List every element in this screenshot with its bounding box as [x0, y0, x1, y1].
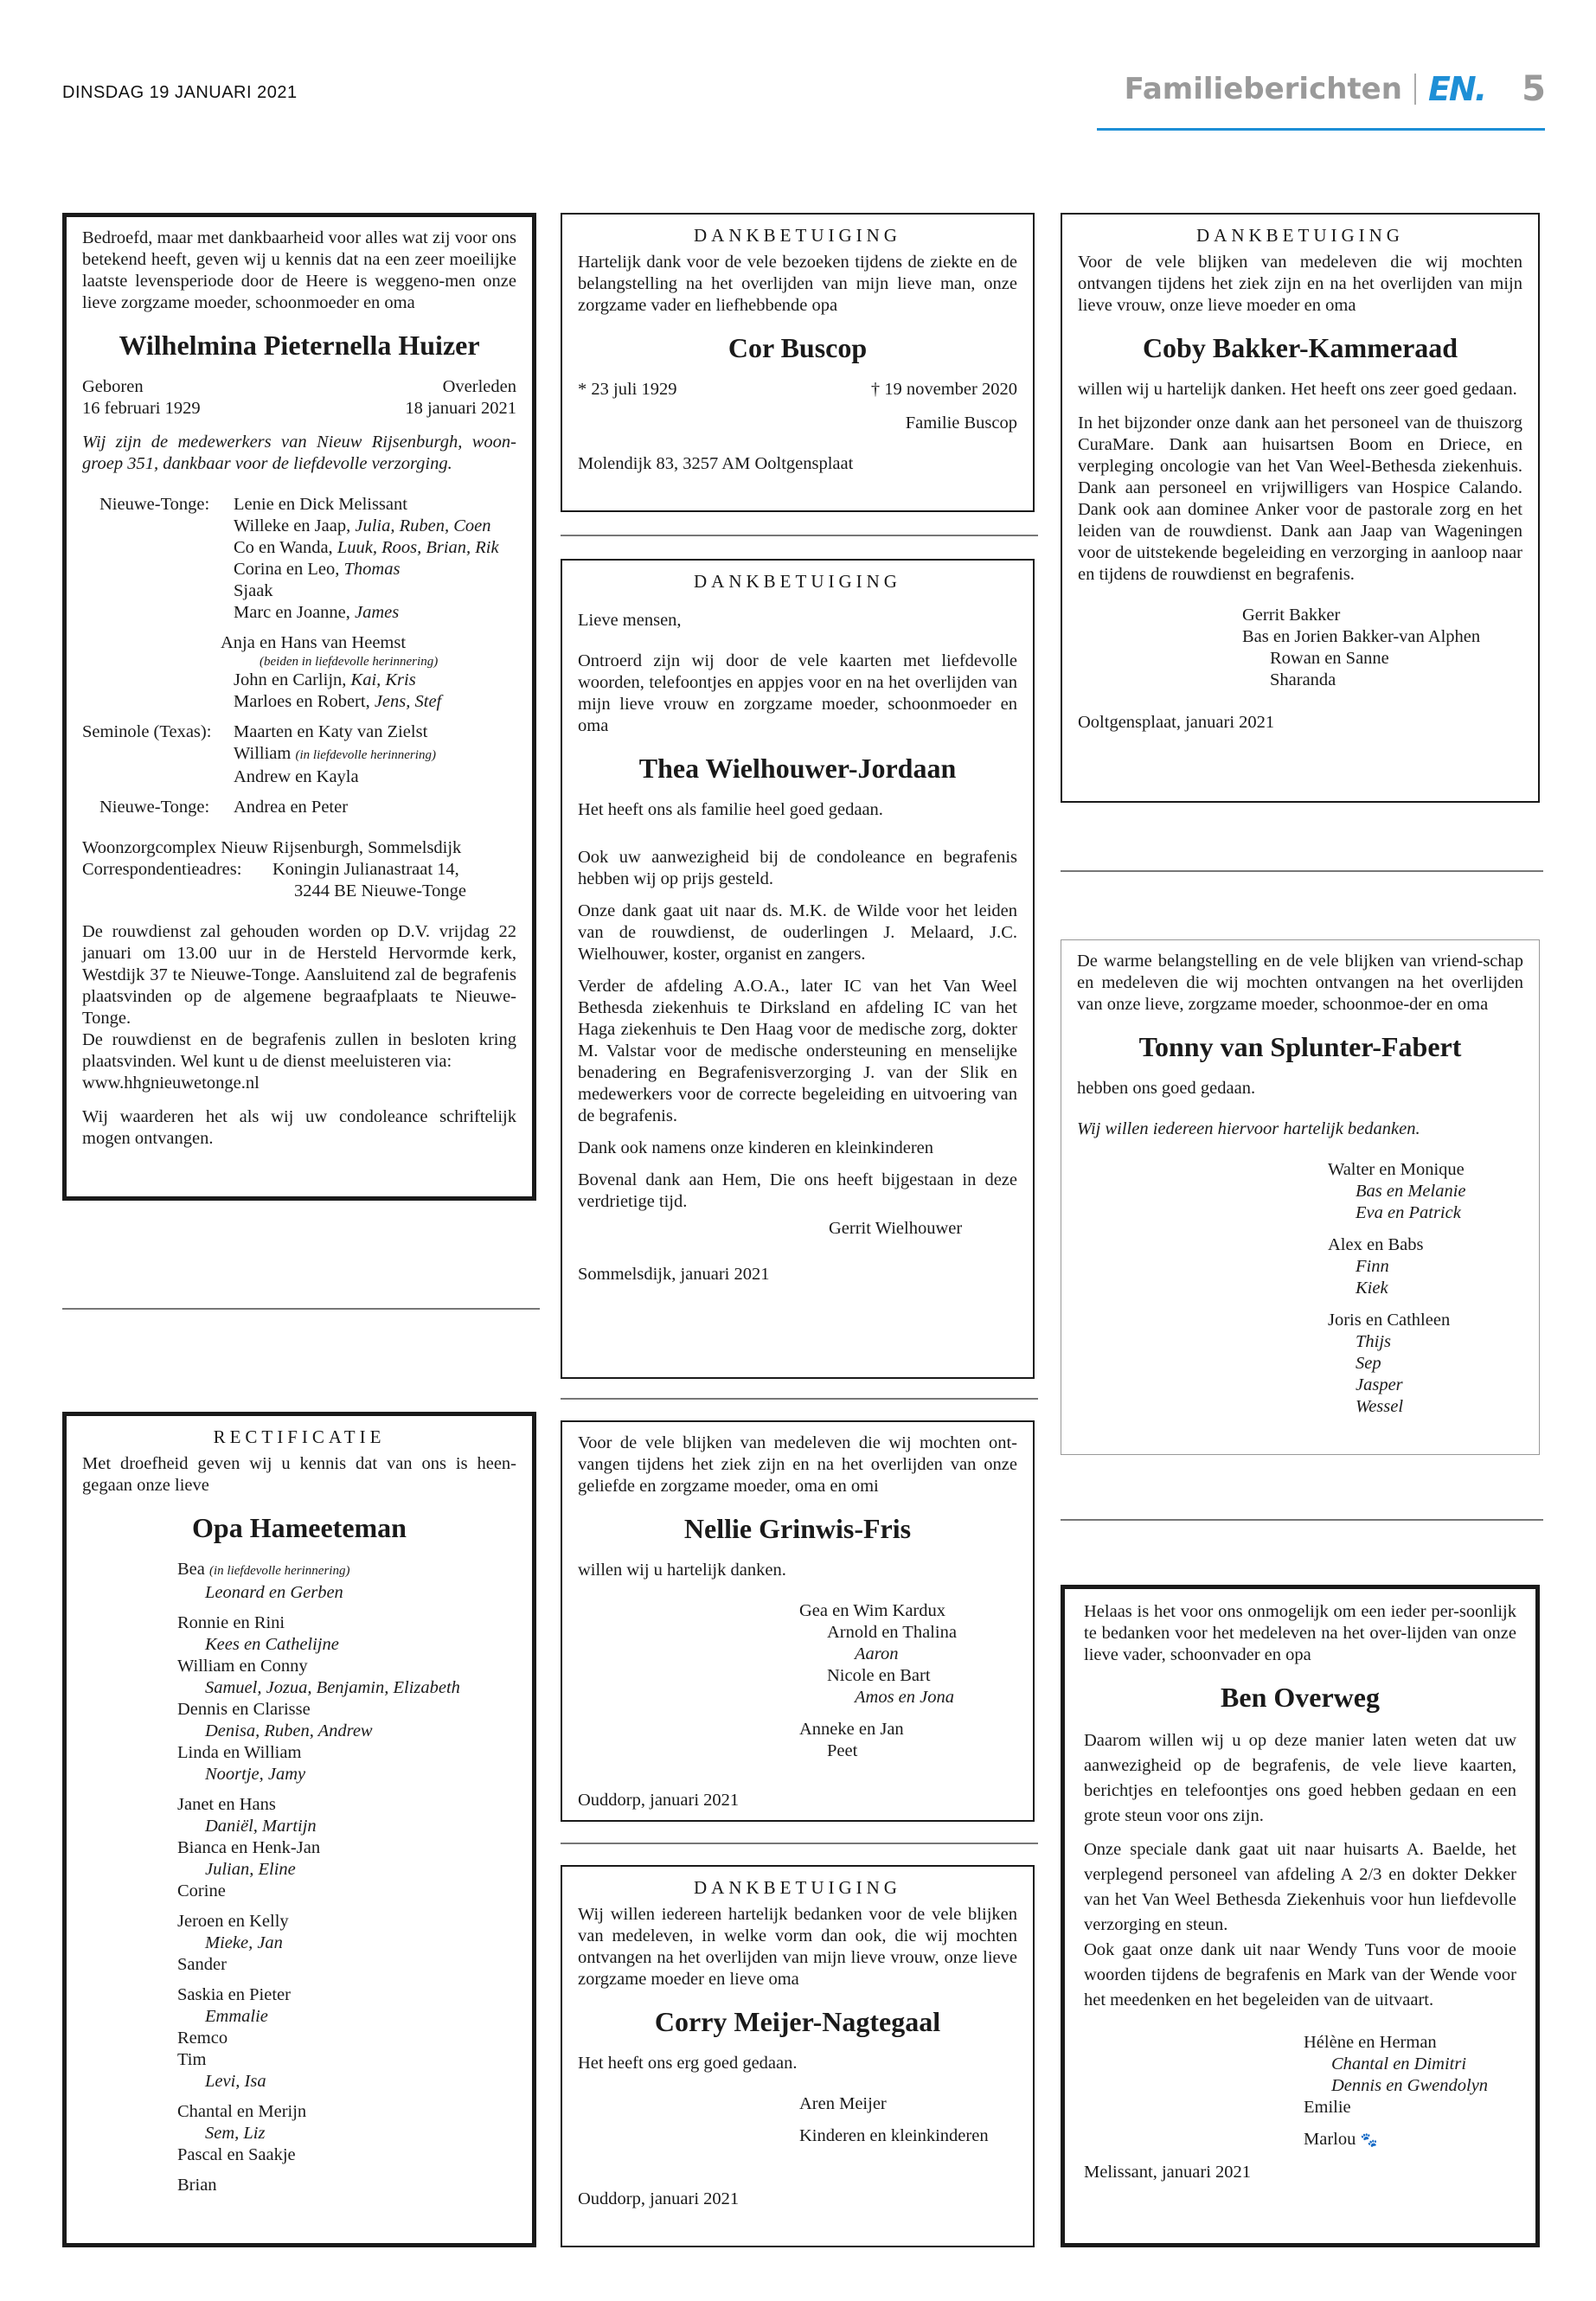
family-line: Corine: [177, 1881, 226, 1900]
wielhouwer-p1: Het heeft ons als familie heel goed gedaan.: [578, 800, 883, 819]
signature-line: Sharanda: [1270, 670, 1336, 689]
overweg-family: [1084, 2032, 1516, 2151]
header-rule: [1097, 128, 1545, 131]
overweg-p3: Ook gaat onze dank uit naar Wendy Tuns voor de mooie woorden tijdens de begrafenis en Mark van der Wende voor het meedenken en het begeleiden van de uitvaart.: [1084, 1940, 1516, 2009]
signature-line: Kinderen en kleinkinderen: [799, 2126, 989, 2145]
family-line: Mieke, Jan: [205, 1933, 283, 1952]
family-line: Corina en Leo, Thomas: [234, 560, 401, 579]
family-line: Julian, Eline: [205, 1860, 296, 1879]
huizer-closing: Wij waarderen het als wij uw condoleance schriftelijk mogen ontvangen.: [82, 1107, 516, 1148]
splunter-p1: hebben ons goed gedaan.: [1077, 1079, 1256, 1098]
family-row: Seminole (Texas): Maarten en Katy van Zielst: [82, 722, 428, 741]
notice-splunter: [1061, 939, 1540, 1455]
buscop-heading: DANKBETUIGING: [694, 225, 901, 246]
huizer-website: www.hhgnieuwetonge.nl: [82, 1074, 260, 1093]
huizer-service: De rouwdienst zal gehouden worden op D.V. vrijdag 22 januari om 13.00 uur in de Hersteld Hervormde kerk, Westdijk 37 te Nieuwe-Tonge. Aansluitend zal de begrafenis plaatsvinden op de algemene begraafplaats te Nieuwe-Tonge.: [82, 922, 516, 1028]
family-line: Saskia en Pieter: [177, 1985, 291, 2004]
family-line: Amos en Jona: [855, 1688, 955, 1707]
buscop-born: * 23 juli 1929: [578, 380, 677, 399]
family-line: William (in liefdevolle herinnering): [234, 744, 436, 763]
notice-huizer: [62, 213, 536, 1201]
family-line: Samuel, Jozua, Benjamin, Elizabeth: [205, 1678, 460, 1697]
family-line: Jeroen en Kelly: [177, 1912, 289, 1931]
rectificatie-intro: Met droefheid geven wij u kennis dat van ons is heen-gegaan onze lieve: [82, 1454, 516, 1495]
family-line: Noortje, Jamy: [205, 1765, 306, 1784]
address-line: 3244 BE Nieuwe-Tonge: [294, 881, 466, 901]
huizer-intro: Bedroefd, maar met dankbaarheid voor alles wat zij voor ons betekend heeft, geven wij u kennis dat na een zeer moeilijke laatste levensperiode door de Heere is weggeno-men onze lieve zorgzame moeder, schoonmoeder en oma: [82, 228, 516, 312]
huizer-born-label: Geboren: [82, 377, 144, 396]
family-note: (beiden in liefdevolle herinnering): [260, 655, 439, 669]
family-line: Arnold en Thalina: [827, 1623, 957, 1642]
family-line: Sem, Liz: [205, 2124, 266, 2143]
address-label: Correspondentieadres:: [82, 860, 242, 879]
buscop-address: Molendijk 83, 3257 AM Ooltgensplaat: [578, 454, 854, 473]
family-line: Co en Wanda, Luuk, Roos, Brian, Rik: [234, 538, 499, 557]
column-rule: [62, 1308, 540, 1310]
wielhouwer-p4: Verder de afdeling A.O.A., later IC van het Van Weel Bethesda ziekenhuis te Dirksland en afdeling IC van het Haga ziekenhuis te Den Haag voor de medische zorg, dokter M. Valstar voor de medische ondersteuning en menselijke benadering en Begrafenisverzorging J. van der Slik en medewerkers voor de correcte begeleiding en uitvoering van de begrafenis.: [578, 977, 1017, 1125]
wielhouwer-sign: Gerrit Wielhouwer: [829, 1219, 963, 1238]
grinwis-family: [578, 1600, 1017, 1762]
header-date: DINSDAG 19 JANUARI 2021: [62, 83, 298, 102]
notice-bakker: [1061, 213, 1540, 803]
overweg-place: Melissant, januari 2021: [1084, 2163, 1252, 2182]
family-line: Dennis en Clarisse: [177, 1700, 311, 1719]
rectificatie-family: [82, 1559, 516, 2196]
bakker-heading: DANKBETUIGING: [1196, 225, 1404, 246]
notice-grinwis: [561, 1420, 1035, 1822]
splunter-family: [1077, 1159, 1523, 1418]
grinwis-intro: Voor de vele blijken van medeleven die wij mochten ont-vangen tijdens het ziek zijn en na het overlijden van onze geliefde en zorgzame moeder, oma en omi: [578, 1433, 1017, 1496]
family-line: Eva en Patrick: [1356, 1203, 1461, 1222]
family-line: Emilie: [1304, 2098, 1351, 2117]
meijer-heading: DANKBETUIGING: [694, 1877, 901, 1898]
overweg-p2: Onze speciale dank gaat uit naar huisarts A. Baelde, het verplegend personeel van afdeling A 2/3 en dokter Dekker van het Van Weel Bethesda Ziekenhuis voor hun liefdevolle verzorging en steun.: [1084, 1840, 1516, 1934]
family-line: Thijs: [1356, 1332, 1392, 1351]
wielhouwer-p6: Bovenal dank aan Hem, Die ons heeft bijgestaan in deze verdrietige tijd.: [578, 1170, 1017, 1211]
family-line: Willeke en Jaap, Julia, Ruben, Coen: [234, 516, 491, 535]
wielhouwer-p5: Dank ook namens onze kinderen en kleinkinderen: [578, 1138, 934, 1157]
huizer-died-label: Overleden: [442, 377, 516, 396]
meijer-p1: Het heeft ons erg goed gedaan.: [578, 2054, 798, 2073]
splunter-p2: Wij willen iedereen hiervoor hartelijk bedanken.: [1077, 1119, 1420, 1138]
family-line: Emmalie: [205, 2007, 268, 2026]
buscop-name: Cor Buscop: [727, 332, 868, 363]
wielhouwer-salute: Lieve mensen,: [578, 611, 682, 630]
column-rule: [561, 535, 1038, 536]
signature-line: Rowan en Sanne: [1270, 649, 1389, 668]
family-line: William en Conny: [177, 1657, 308, 1676]
bakker-name: Coby Bakker-Kammeraad: [1142, 332, 1458, 363]
family-place: Nieuwe-Tonge:: [99, 495, 210, 514]
grinwis-name: Nellie Grinwis-Fris: [683, 1513, 912, 1544]
page-number: 5: [1522, 69, 1546, 109]
family-line: Walter en Monique: [1328, 1160, 1465, 1179]
family-line: Sjaak: [234, 581, 273, 600]
bakker-p1: willen wij u hartelijk danken. Het heeft ons zeer goed gedaan.: [1078, 380, 1517, 399]
family-line: Anja en Hans van Heemst: [221, 633, 407, 652]
splunter-name: Tonny van Splunter-Fabert: [1138, 1031, 1462, 1062]
rectificatie-heading: RECTIFICATIE: [213, 1426, 386, 1447]
family-line: Andrew en Kayla: [234, 767, 359, 786]
meijer-place: Ouddorp, januari 2021: [578, 2189, 740, 2208]
family-line: Sep: [1356, 1354, 1381, 1373]
family-line: Janet en Hans: [177, 1795, 276, 1814]
family-line: Brian: [177, 2176, 217, 2195]
family-line: Kiek: [1356, 1279, 1388, 1298]
family-line: Marc en Joanne, James: [234, 603, 400, 622]
meijer-sign: [578, 2093, 1017, 2147]
meijer-name: Corry Meijer-Nagtegaal: [654, 2006, 941, 2037]
overweg-name: Ben Overweg: [1221, 1682, 1380, 1713]
overweg-intro: Helaas is het voor ons onmogelijk om een ieder per-soonlijk te bedanken voor het medeleven na het over-lijden van onze lieve vader, schoonvader en opa: [1084, 1602, 1516, 1664]
paw-icon: 🐾: [1360, 2133, 1378, 2148]
family-line: Tim: [177, 2050, 207, 2069]
wielhouwer-intro: Ontroerd zijn wij door de vele kaarten met liefdevolle woorden, telefoontjes en appjes voor en na het overlijden van mijn lieve vrouw en zorgzame moeder, schoonmoeder en oma: [578, 651, 1017, 735]
signature-line: Gerrit Bakker: [1242, 606, 1341, 625]
signature-line: Aren Meijer: [799, 2094, 887, 2113]
family-line: Joris en Cathleen: [1328, 1311, 1451, 1330]
wielhouwer-place: Sommelsdijk, januari 2021: [578, 1265, 770, 1284]
family-line: Marlou 🐾: [1304, 2130, 1378, 2149]
column-rule: [1061, 1519, 1543, 1521]
family-line: Alex en Babs: [1328, 1235, 1424, 1254]
huizer-thanks: Wij zijn de medewerkers van Nieuw Rijsenburgh, woon-groep 351, dankbaar voor de liefdevolle verzorging.: [82, 433, 516, 473]
wielhouwer-heading: DANKBETUIGING: [694, 571, 901, 592]
family-line: Levi, Isa: [205, 2072, 266, 2091]
notice-buscop: [561, 213, 1035, 512]
bakker-p2: In het bijzonder onze dank aan het personeel van de thuiszorg CuraMare. Dank aan huisartsen Boom en Driece, en verpleging oncologie van het Van Weel-Bethesda ziekenhuis. Dank aan personeel en vrijwilligers van Hospice Calando. Dank ook aan dominee Anker voor de pastorale zorg en het leiden van de rouwdienst. Dank aan Jaap van Wageningen voor de uitstekende begeleiding en verzorging in aanloop naar en tijdens de rouwdienst en begrafenis.: [1078, 413, 1522, 584]
bakker-place: Ooltgensplaat, januari 2021: [1078, 713, 1275, 732]
buscop-family: Familie Buscop: [905, 413, 1017, 433]
grinwis-place: Ouddorp, januari 2021: [578, 1791, 740, 1810]
huizer-address: Woonzorgcomplex Nieuw Rijsenburgh, Sommelsdijk: [82, 838, 462, 857]
splunter-intro: De warme belangstelling en de vele blijken van vriend-schap en medeleven die wij mochten ontvangen na het overlijden van onze lieve, zorgzame moeder, schoonmoe-der en oma: [1077, 952, 1523, 1014]
family-line: Kees en Cathelijne: [205, 1635, 339, 1654]
huizer-service-2: De rouwdienst en de begrafenis zullen in besloten kring plaatsvinden. Wel kunt u de dienst meeluisteren via:: [82, 1030, 516, 1071]
huizer-name: Wilhelmina Pieternella Huizer: [119, 330, 480, 361]
family-line: Nicole en Bart: [827, 1666, 931, 1685]
meijer-intro: Wij willen iedereen hartelijk bedanken voor de vele blijken van medeleven, in welke vorm dan ook, die wij mochten ontvangen na het overlijden van mijn lieve vrouw, onze lieve zorgzame moeder en lieve oma: [578, 1905, 1017, 1989]
overweg-p1: Daarom willen wij u op deze manier laten weten dat uw aanwezigheid op de begrafenis, de vele lieve kaarten, berichtjes en telefoontjes ons goed hebben gedaan en een grote steun voor ons zijn.: [1084, 1731, 1516, 1825]
family-line: Pascal en Saakje: [177, 2145, 296, 2164]
family-line: Gea en Wim Kardux: [799, 1601, 946, 1620]
notice-wielhouwer: [561, 559, 1035, 1379]
family-line: Chantal en Merijn: [177, 2102, 307, 2121]
header-masthead: [1125, 67, 1546, 111]
en-logo: EN.: [1427, 70, 1486, 108]
wielhouwer-name: Thea Wielhouwer-Jordaan: [638, 753, 957, 784]
family-line: Jasper: [1356, 1375, 1403, 1394]
wielhouwer-p3: Onze dank gaat uit naar ds. M.K. de Wilde voor het leiden van de rouwdienst, de ouderlingen J. Melaard, J.C. Wielhouwer, koster, organist en zangers.: [578, 901, 1017, 964]
family-line: Bea (in liefdevolle herinnering): [177, 1560, 350, 1579]
column-rule: [561, 1398, 1038, 1400]
family-line: Daniël, Martijn: [205, 1817, 317, 1836]
family-line: Sander: [177, 1955, 227, 1974]
rectificatie-name: Opa Hameeteman: [192, 1512, 407, 1543]
notice-meijer: [561, 1865, 1035, 2247]
buscop-intro: Hartelijk dank voor de vele bezoeken tijdens de ziekte en de belangstelling na het overlijden van mijn lieve man, onze zorgzame vader en liefhebbende opa: [578, 253, 1017, 315]
signature-line: Bas en Jorien Bakker-van Alphen: [1242, 627, 1481, 646]
grinwis-thanks: willen wij u hartelijk danken.: [578, 1561, 786, 1580]
family-line: Ronnie en Rini: [177, 1613, 285, 1632]
family-line: Dennis en Gwendolyn: [1331, 2076, 1489, 2095]
family-row: Nieuwe-Tonge: Andrea en Peter: [99, 798, 349, 817]
column-rule: [1061, 870, 1543, 872]
family-line: Linda en William: [177, 1743, 302, 1762]
family-line: Finn: [1356, 1257, 1389, 1276]
family-line: Denisa, Ruben, Andrew: [205, 1721, 373, 1740]
family-line: Bianca en Henk-Jan: [177, 1838, 321, 1857]
family-line: Leonard en Gerben: [205, 1583, 343, 1602]
notice-overweg: [1061, 1585, 1540, 2247]
huizer-born-date: 16 februari 1929: [82, 399, 201, 418]
family-line: Bas en Melanie: [1356, 1182, 1466, 1201]
wielhouwer-p2: Ook uw aanwezigheid bij de condoleance en begrafenis hebben wij op prijs gesteld.: [578, 848, 1017, 888]
bakker-intro: Voor de vele blijken van medeleven die wij mochten ontvangen tijdens het ziek zijn en na het overlijden van mijn lieve vrouw, onze lieve moeder en oma: [1078, 253, 1522, 315]
header-divider: [1414, 74, 1416, 105]
address-line: Koningin Julianastraat 14,: [272, 860, 459, 879]
family-line: Wessel: [1356, 1397, 1404, 1416]
buscop-died: † 19 november 2020: [870, 380, 1017, 399]
family-line: Lenie en Dick Melissant: [234, 495, 407, 514]
section-title: Familieberichten: [1124, 72, 1402, 106]
bakker-sign: [1078, 605, 1522, 691]
family-line: Hélène en Herman: [1304, 2033, 1437, 2052]
family-line: Aaron: [855, 1644, 899, 1663]
column-rule: [561, 1843, 1038, 1844]
notice-hameeteman: [62, 1412, 536, 2247]
family-line: Marloes en Robert, Jens, Stef: [234, 692, 442, 711]
family-line: Peet: [827, 1741, 858, 1760]
family-line: Remco: [177, 2029, 228, 2048]
family-line: Chantal en Dimitri: [1331, 2054, 1467, 2073]
huizer-family: [82, 494, 516, 713]
family-line: Anneke en Jan: [799, 1720, 904, 1739]
huizer-died-date: 18 januari 2021: [405, 399, 516, 418]
family-line: John en Carlijn, Kai, Kris: [234, 670, 416, 689]
